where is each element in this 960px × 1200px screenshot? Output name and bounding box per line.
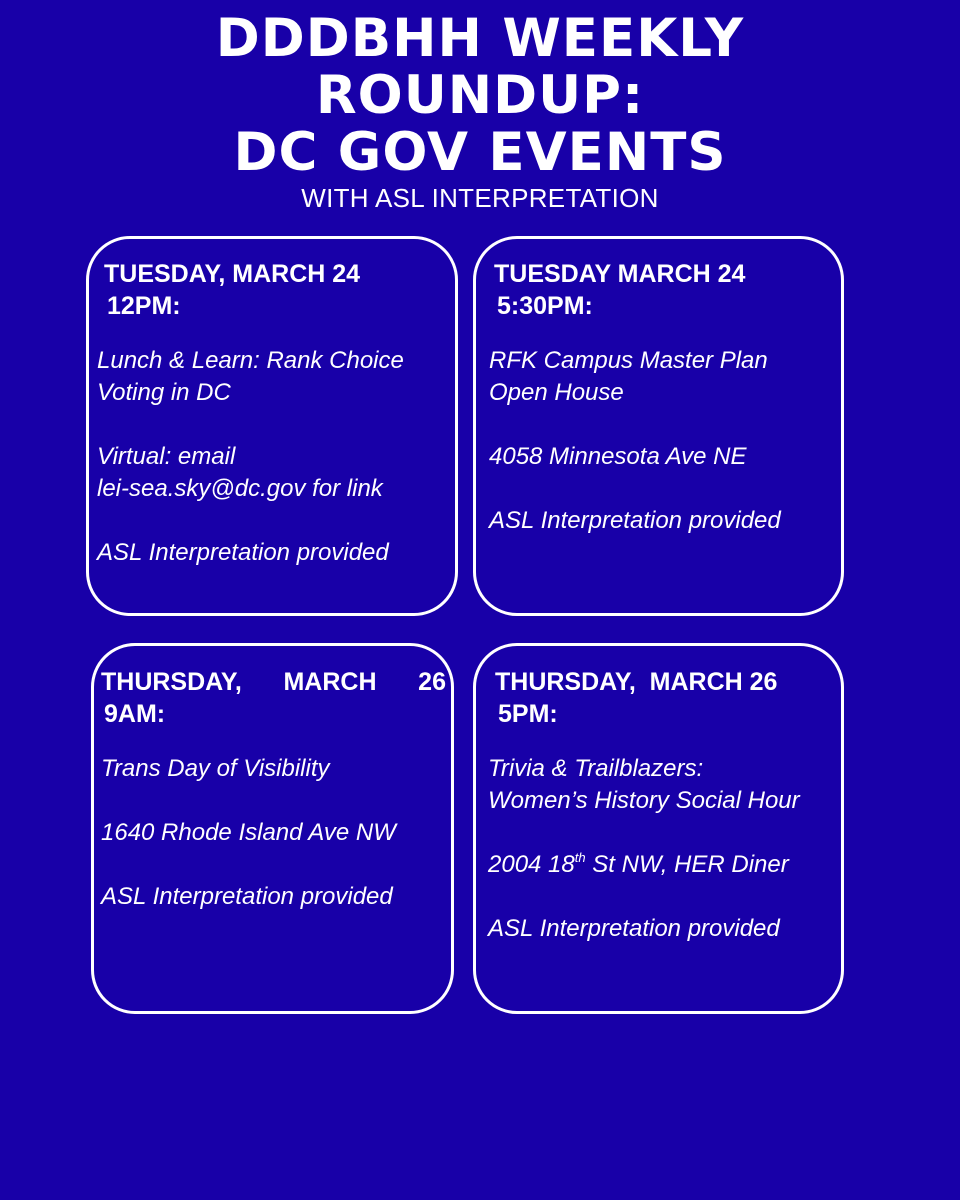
ordinal-suffix: th: [574, 850, 586, 865]
event-datetime: [104, 258, 360, 322]
event-details: [489, 345, 781, 537]
asl-note: ASL Interpretation provided: [488, 915, 780, 942]
event-location-line: [488, 849, 800, 881]
event-time: 5:30PM:: [497, 292, 593, 320]
event-location: [97, 441, 404, 505]
event-date: TUESDAY MARCH 24: [494, 260, 746, 288]
event-card-thursday-evening: [473, 643, 844, 1014]
event-date-part: MARCH: [283, 668, 377, 696]
asl-note: ASL Interpretation provided: [97, 539, 389, 566]
event-title: [489, 345, 781, 409]
event-title: [488, 753, 800, 817]
event-location: [101, 817, 396, 849]
event-title: [97, 345, 404, 409]
event-location-line: 1640 Rhode Island Ave NW: [101, 819, 396, 846]
event-title-line: Trivia & Trailblazers:: [488, 755, 704, 782]
event-note: [489, 505, 781, 537]
event-location: [489, 441, 781, 473]
event-date: TUESDAY, MARCH 24: [104, 260, 361, 288]
event-location: [488, 849, 800, 881]
event-card-thursday-morning: [91, 643, 454, 1014]
event-title: [101, 753, 396, 785]
event-title-line: Women’s History Social Hour: [488, 787, 800, 814]
event-note: [488, 913, 800, 945]
event-time: 12PM:: [107, 292, 181, 320]
page-subtitle: WITH ASL INTERPRETATION: [301, 183, 659, 213]
event-date: [101, 666, 446, 698]
title-line: DC GOV EVENTS: [233, 122, 727, 183]
asl-note: ASL Interpretation provided: [101, 883, 393, 910]
event-date: THURSDAY, MARCH 26: [495, 668, 778, 696]
page-title: [0, 10, 960, 181]
event-time: 5PM:: [498, 700, 558, 728]
event-details: [97, 345, 404, 569]
event-details: [488, 753, 800, 945]
event-location-line: 4058 Minnesota Ave NE: [489, 443, 747, 470]
event-title-line: RFK Campus Master Plan: [489, 347, 768, 374]
event-date-part: THURSDAY,: [101, 668, 242, 696]
event-card-tuesday-noon: [86, 236, 458, 616]
event-title-line: Open House: [489, 379, 624, 406]
event-title-line: Lunch & Learn: Rank Choice: [97, 347, 404, 374]
title-line: DDDBHH WEEKLY: [215, 8, 745, 69]
title-line: ROUNDUP:: [315, 65, 645, 126]
event-card-tuesday-evening: [473, 236, 844, 616]
event-datetime: [495, 666, 777, 730]
event-note: [101, 881, 396, 913]
event-title-line: Trans Day of Visibility: [101, 755, 330, 782]
event-datetime: [101, 666, 446, 730]
event-datetime: [494, 258, 745, 322]
event-title-line: Voting in DC: [97, 379, 231, 406]
event-location-line: Virtual: email: [97, 443, 236, 470]
event-location-line: lei-sea.sky@dc.gov for link: [97, 475, 383, 502]
event-time: 9AM:: [104, 700, 166, 728]
event-date-part: 26: [418, 668, 446, 696]
event-details: [101, 753, 396, 913]
asl-note: ASL Interpretation provided: [489, 507, 781, 534]
address-number: 2004 18: [488, 851, 575, 878]
address-rest: St NW, HER Diner: [585, 851, 789, 878]
event-note: [97, 537, 404, 569]
